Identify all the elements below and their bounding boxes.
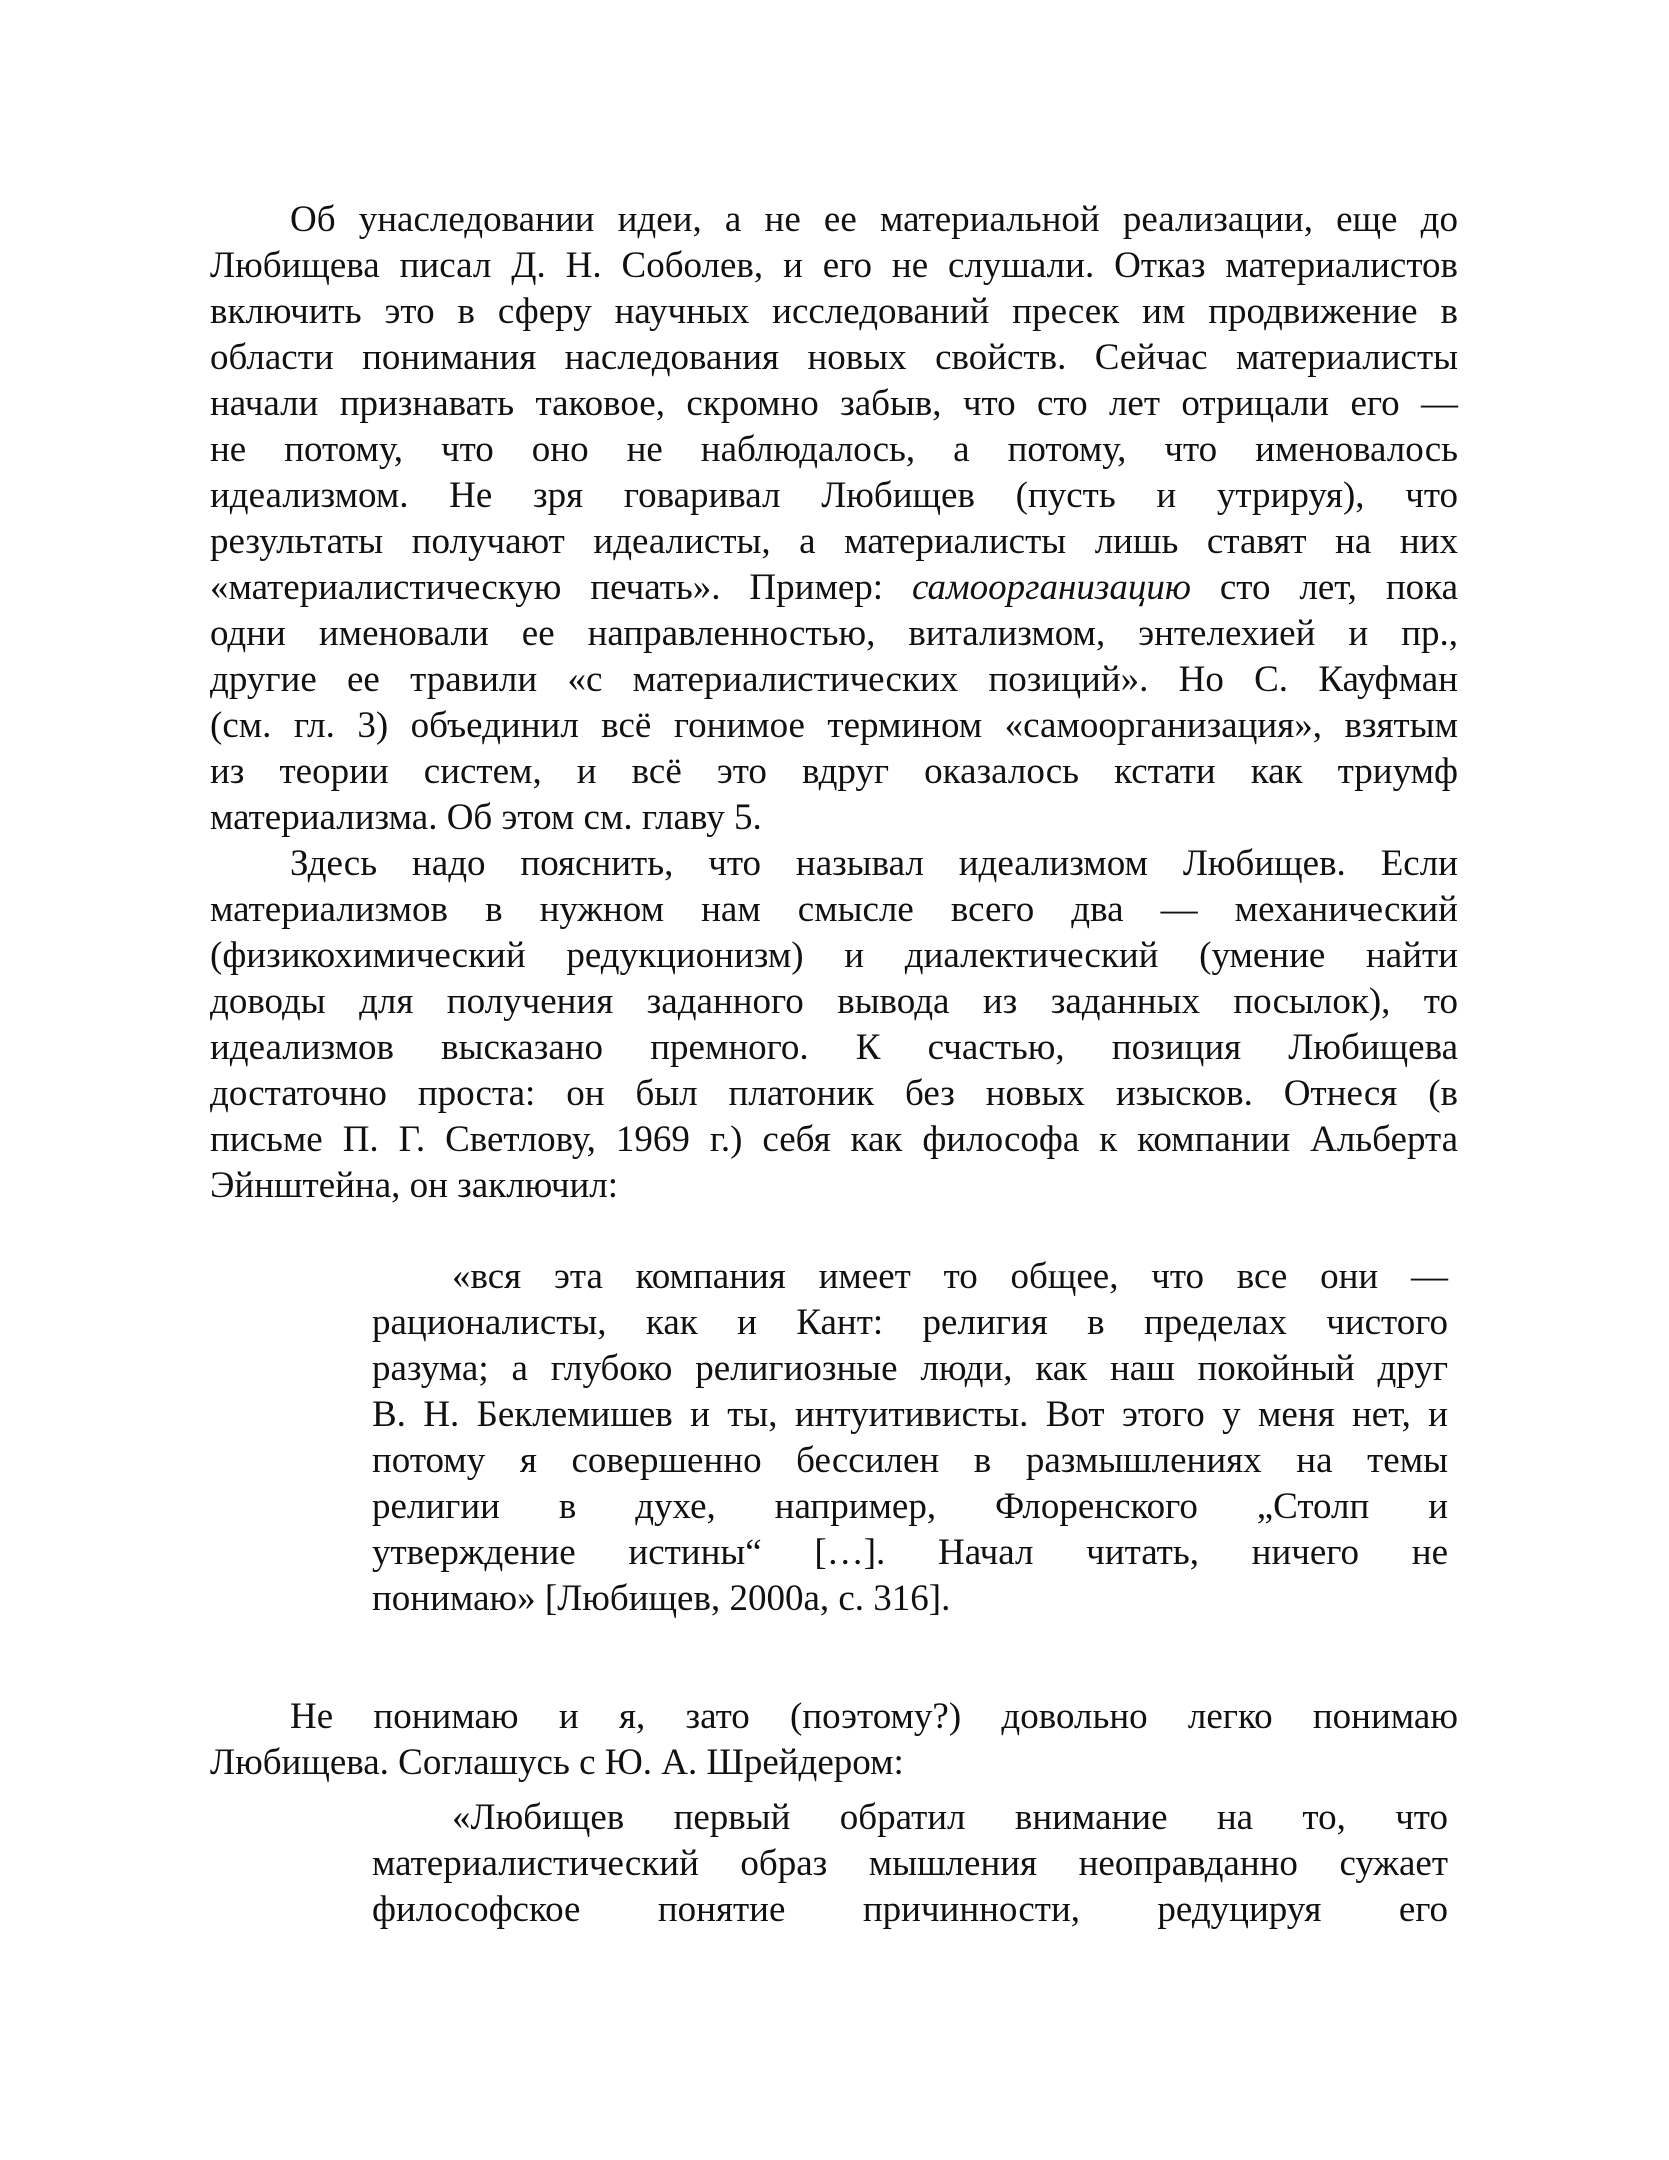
quote-line: утверждение истины“ […]. Начал читать, ничего не bbox=[372, 1532, 1448, 1573]
text-line: включить это в сферу научных исследований пресек им продвижение в bbox=[210, 291, 1458, 332]
blockquote-1 bbox=[372, 1254, 1448, 1622]
quote-line: философское понятие причинности, редуцируя его bbox=[372, 1889, 1448, 1930]
quote-line: религии в духе, например, Флоренского „Столп и bbox=[372, 1486, 1448, 1527]
paragraph-1 bbox=[210, 197, 1458, 841]
text-line: материализмов в нужном нам смысле всего два — механический bbox=[210, 889, 1458, 930]
text-line: другие ее травили «с материалистических позиций». Но С. Кауфман bbox=[210, 659, 1458, 700]
text-line: Не понимаю и я, зато (поэтому?) довольно легко понимаю bbox=[290, 1696, 1458, 1737]
quote-line: «вся эта компания имеет то общее, что все они — bbox=[452, 1256, 1448, 1297]
text-line: Здесь надо пояснить, что называл идеализмом Любищев. Если bbox=[290, 843, 1458, 884]
quote-line: «Любищев первый обратил внимание на то, что bbox=[452, 1797, 1448, 1838]
text-line: не потому, что оно не наблюдалось, а потому, что именовалось bbox=[210, 429, 1458, 470]
text-line-with-italic bbox=[210, 565, 1458, 611]
text-line: материализма. Об этом см. главу 5. bbox=[210, 797, 762, 838]
text-line: начали признавать таковое, скромно забыв, что сто лет отрицали его — bbox=[210, 383, 1458, 424]
paragraph-2 bbox=[210, 841, 1458, 1209]
text-line: Эйнштейна, он заключил: bbox=[210, 1165, 619, 1206]
text-line: доводы для получения заданного вывода из заданных посылок), то bbox=[210, 981, 1458, 1022]
quote-line: разума; а глубоко религиозные люди, как наш покойный друг bbox=[372, 1348, 1448, 1389]
text-segment: «материалистическую печать». Пример: bbox=[210, 567, 884, 608]
blockquote-2 bbox=[372, 1795, 1448, 1933]
quote-line: В. Н. Беклемишев и ты, интуитивисты. Вот этого у меня нет, и bbox=[372, 1394, 1448, 1435]
text-line: идеализмов высказано премного. К счастью, позиция Любищева bbox=[210, 1027, 1458, 1068]
text-line: результаты получают идеалисты, а материалисты лишь ставят на них bbox=[210, 521, 1458, 562]
quote-line: рационалисты, как и Кант: религия в пределах чистого bbox=[372, 1302, 1448, 1343]
quote-line: материалистический образ мышления неоправданно сужает bbox=[372, 1843, 1448, 1884]
text-line: Любищева писал Д. Н. Соболев, и его не слушали. Отказ материалистов bbox=[210, 245, 1458, 286]
text-line: одни именовали ее направленностью, витализмом, энтелехией и пр., bbox=[210, 613, 1458, 654]
text-line: из теории систем, и всё это вдруг оказалось кстати как триумф bbox=[210, 751, 1458, 792]
text-line: достаточно проста: он был платоник без новых изысков. Отнеся (в bbox=[210, 1073, 1458, 1114]
italic-term: самоорганизацию bbox=[912, 567, 1191, 608]
text-line: Об унаследовании идеи, а не ее материальной реализации, еще до bbox=[290, 199, 1458, 240]
text-line: области понимания наследования новых свойств. Сейчас материалисты bbox=[210, 337, 1458, 378]
quote-line: потому я совершенно бессилен в размышлениях на темы bbox=[372, 1440, 1448, 1481]
text-segment: сто лет, пока bbox=[1219, 567, 1458, 608]
text-line: (см. гл. 3) объединил всё гонимое термином «самоорганизация», взятым bbox=[210, 705, 1458, 746]
quote-line: понимаю» [Любищев, 2000а, с. 316]. bbox=[372, 1578, 951, 1619]
text-line: письме П. Г. Светлову, 1969 г.) себя как философа к компании Альберта bbox=[210, 1119, 1458, 1160]
paragraph-3 bbox=[210, 1694, 1458, 1786]
text-line: Любищева. Соглашусь с Ю. А. Шрейдером: bbox=[210, 1742, 904, 1783]
text-line: идеализмом. Не зря говаривал Любищев (пусть и утрируя), что bbox=[210, 475, 1458, 516]
text-line: (физикохимический редукционизм) и диалектический (умение найти bbox=[210, 935, 1458, 976]
